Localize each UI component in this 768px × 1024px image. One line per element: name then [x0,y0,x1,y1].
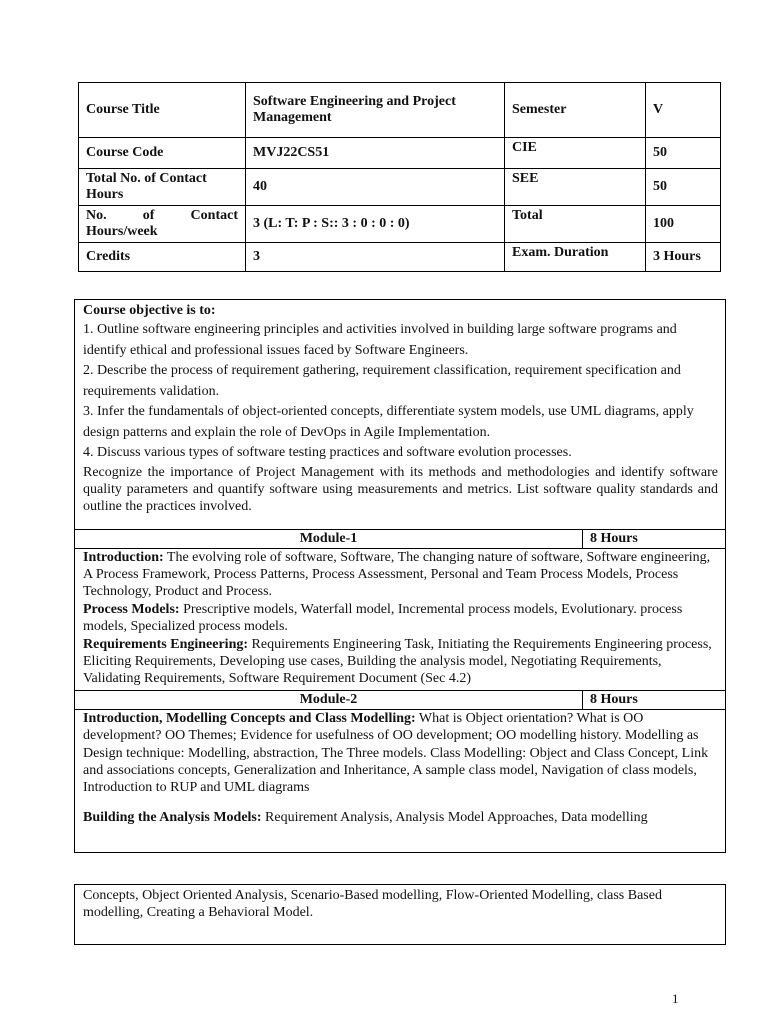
module1-title: Module-1 [75,530,583,548]
course-code-label: Course Code [79,138,246,169]
total-value: 100 [646,206,721,243]
hours-week-value: 3 (L: T: P : S:: 3 : 0 : 0 : 0) [246,206,505,243]
hours-week-label-line2: Hours/week [86,224,158,239]
module2-analysis [83,809,717,826]
module2-hours: 8 Hours [590,691,638,707]
module1-intro-text: The evolving role of software, Software, The changing nature of software, Software engineering, A Process Framework, Process Patterns, Process Assessment, Personal and Team Process Models, Process Technology, Product and Process. [83,549,711,600]
cie-label: CIE [505,138,646,169]
objectives-heading: Course objective is to: [83,303,216,318]
course-objectives [75,300,725,529]
module2-analysis-label: Building the Analysis Models: [83,809,262,825]
page-number: 1 [672,991,679,1006]
table-row [79,138,721,169]
hours-week-label-line1: No. of Contact [86,208,238,223]
course-title-label: Course Title [79,83,246,138]
module1-req-label: Requirements Engineering: [83,636,249,652]
hours-week-label [79,206,246,243]
objective-item: 4. Discuss various types of software testing practices and software evolution processes. [83,445,572,460]
objective-item: 3. Infer the fundamentals of object-oriented concepts, differentiate system models, use UML diagrams, apply design patterns and explain the role of DevOps in Agile Implementation. [83,404,694,440]
module1-process-text: Prescriptive models, Waterfall model, Incremental process models, Evolutionary. process models, Specialized process models. [83,601,683,635]
objective-item: 1. Outline software engineering principles and activities involved in building large software programs and identify ethical and professional issues faced by Software Engineers. [83,322,677,358]
objective-item: Recognize the importance of Project Management with its methods and methodologies and identify software quality parameters and quantify software using measurements and metrics. List software quality standards and outline the practices involved. [83,464,718,514]
table-row [79,169,721,206]
total-label: Total [505,206,646,243]
module2-intro-text: What is Object orientation? What is OO development? OO Themes; Evidence for usefulness of OO development; OO modelling history. Modelling as Design technique: Modelling, abstraction, The Three models. Class Modelling: Object and Class Concept, Link and associations concepts, Generalization and Inheritance, A sample class model, Navigation of class models, Introduction to RUP and UML diagrams [83,710,709,796]
credits-value: 3 [246,243,505,272]
table-row [79,83,721,138]
contact-hours-label: Total No. of Contact Hours [79,169,246,206]
semester-label: Semester [505,83,646,138]
module1-header [75,529,725,548]
module1-intro-label: Introduction: [83,549,164,565]
see-value: 50 [646,169,721,206]
table-row [79,243,721,272]
continuation-box: Concepts, Object Oriented Analysis, Scenario-Based modelling, Flow-Oriented Modelling, class Based modelling, Creating a Behavioral Model. [74,884,726,945]
objective-item: 2. Describe the process of requirement gathering, requirement classification, requirement specification and requirements validation. [83,363,681,399]
module2-intro-label: Introduction, Modelling Concepts and Class Modelling: [83,710,416,726]
module1-content [75,548,725,690]
module2-analysis-text: Requirement Analysis, Analysis Model Approaches, Data modelling [261,809,648,825]
table-row [79,206,721,243]
module1-process-label: Process Models: [83,601,180,617]
cie-value: 50 [646,138,721,169]
see-label: SEE [505,169,646,206]
course-title-value: Software Engineering and Project Management [246,83,505,138]
semester-value: V [646,83,721,138]
exam-duration-value: 3 Hours [646,243,721,272]
credits-label: Credits [79,243,246,272]
module2-intro [83,710,717,797]
module2-content [75,709,725,852]
module2-title: Module-2 [75,691,583,709]
module1-req-text: Requirements Engineering Task, Initiating the Requirements Engineering process, Eliciting Requirements, Developing use cases, Building the analysis model, Negotiating Requirements, Validating Requirements, Software Requirement Document (Sec 4.2) [83,636,712,687]
syllabus-block [74,299,726,853]
module1-process [83,601,717,636]
module1-requirements [83,636,717,688]
module1-intro [83,549,717,601]
exam-duration-label: Exam. Duration [505,243,646,272]
contact-hours-value: 40 [246,169,505,206]
module1-hours: 8 Hours [590,530,638,546]
course-code-value: MVJ22CS51 [246,138,505,169]
course-info-table [78,82,721,272]
module2-header [75,690,725,709]
